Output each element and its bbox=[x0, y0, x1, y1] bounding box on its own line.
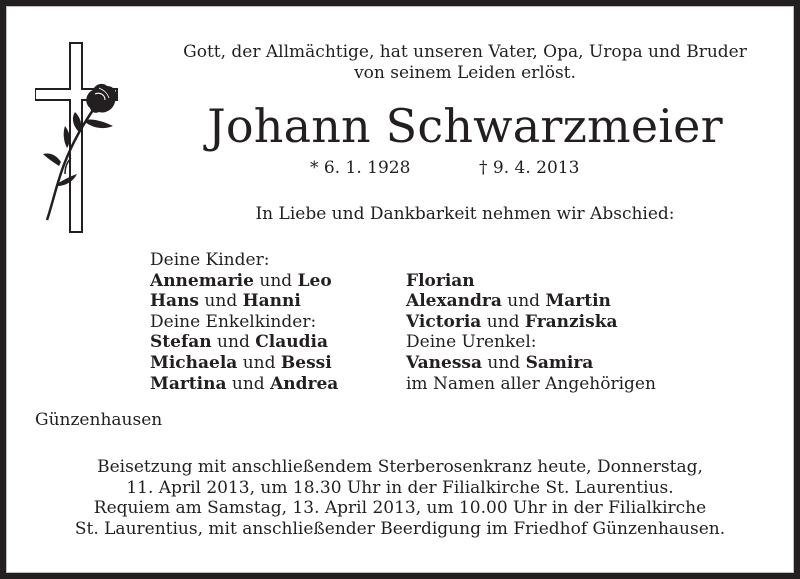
funeral-details bbox=[6, 457, 794, 539]
cross-with-rose-icon bbox=[35, 42, 125, 234]
mourner-name: Samira bbox=[525, 352, 594, 373]
intro-line: Gott, der Allmächtige, hat unseren Vater, Opa, Uropa und Bruder bbox=[183, 42, 747, 62]
mourner-name: Claudia bbox=[255, 332, 328, 353]
mourner-name: Leo bbox=[297, 270, 332, 291]
details-line: Requiem am Samstag, 13. April 2013, um 10.00 Uhr in der Filialkirche bbox=[93, 498, 707, 518]
mourner-line bbox=[406, 250, 656, 271]
mourner-name: Vanessa bbox=[406, 352, 482, 373]
mourner-name: Bessi bbox=[280, 352, 332, 373]
mourner-line bbox=[150, 332, 338, 353]
details-line: 11. April 2013, um 18.30 Uhr in der Filialkirche St. Laurentius. bbox=[126, 477, 674, 498]
mourner-line bbox=[406, 291, 656, 312]
mourner-line bbox=[406, 312, 656, 333]
obituary-notice bbox=[6, 6, 794, 573]
mourner-name: Alexandra bbox=[406, 291, 502, 312]
mourner-name: Martin bbox=[545, 291, 611, 312]
mourner-line bbox=[150, 374, 338, 395]
mourner-line bbox=[150, 291, 338, 312]
mourner-line bbox=[150, 250, 338, 271]
mourner-name: Annemarie bbox=[150, 270, 254, 291]
mourner-name: Stefan bbox=[150, 332, 212, 353]
mourner-text: im Namen aller Angehörigen bbox=[406, 373, 656, 394]
mourner-name: Hans bbox=[150, 291, 200, 312]
mourner-line bbox=[406, 271, 656, 292]
mourner-text: Deine Enkelkinder: bbox=[150, 311, 317, 332]
mourner-name: Hanni bbox=[242, 291, 301, 312]
intro-text bbox=[140, 42, 790, 84]
mourner-name: Florian bbox=[406, 270, 475, 291]
place-name: Günzenhausen bbox=[35, 410, 163, 430]
farewell-text: In Liebe und Dankbarkeit nehmen wir Abschied: bbox=[255, 204, 675, 224]
mourner-line bbox=[150, 353, 338, 374]
details-line: Beisetzung mit anschließendem Sterberosenkranz heute, Donnerstag, bbox=[97, 457, 703, 477]
mourner-line bbox=[406, 353, 656, 374]
mourner-name: Franziska bbox=[524, 311, 618, 332]
mourner-text: und bbox=[211, 332, 256, 353]
mourner-text: und bbox=[481, 311, 525, 332]
mourner-line bbox=[406, 374, 656, 395]
mourner-text: und bbox=[501, 291, 546, 312]
mourner-line bbox=[150, 271, 338, 292]
details-line: St. Laurentius, mit anschließender Beerdigung im Friedhof Günzenhausen. bbox=[74, 518, 726, 539]
mourner-text: Deine Kinder: bbox=[150, 250, 270, 270]
mourner-text: und bbox=[481, 352, 526, 373]
mourner-text: Deine Urenkel: bbox=[406, 332, 537, 353]
mourner-line bbox=[150, 312, 338, 333]
mourners-right-column bbox=[406, 250, 656, 394]
mourner-line bbox=[406, 332, 656, 353]
mourners-left-column bbox=[150, 250, 338, 394]
mourner-text: und bbox=[199, 291, 243, 312]
death-date: † 9. 4. 2013 bbox=[479, 158, 580, 178]
mourner-name: Michaela bbox=[150, 352, 238, 373]
mourner-name: Victoria bbox=[406, 311, 482, 332]
mourner-text: und bbox=[253, 270, 298, 291]
deceased-name: Johann Schwarzmeier bbox=[207, 99, 723, 153]
mourner-text: und bbox=[226, 373, 271, 394]
birth-date: * 6. 1. 1928 bbox=[310, 158, 411, 178]
mourner-name: Martina bbox=[150, 373, 227, 394]
mourner-text: und bbox=[237, 352, 281, 373]
intro-line: von seinem Leiden erlöst. bbox=[354, 63, 576, 83]
mourner-name: Andrea bbox=[270, 373, 339, 394]
